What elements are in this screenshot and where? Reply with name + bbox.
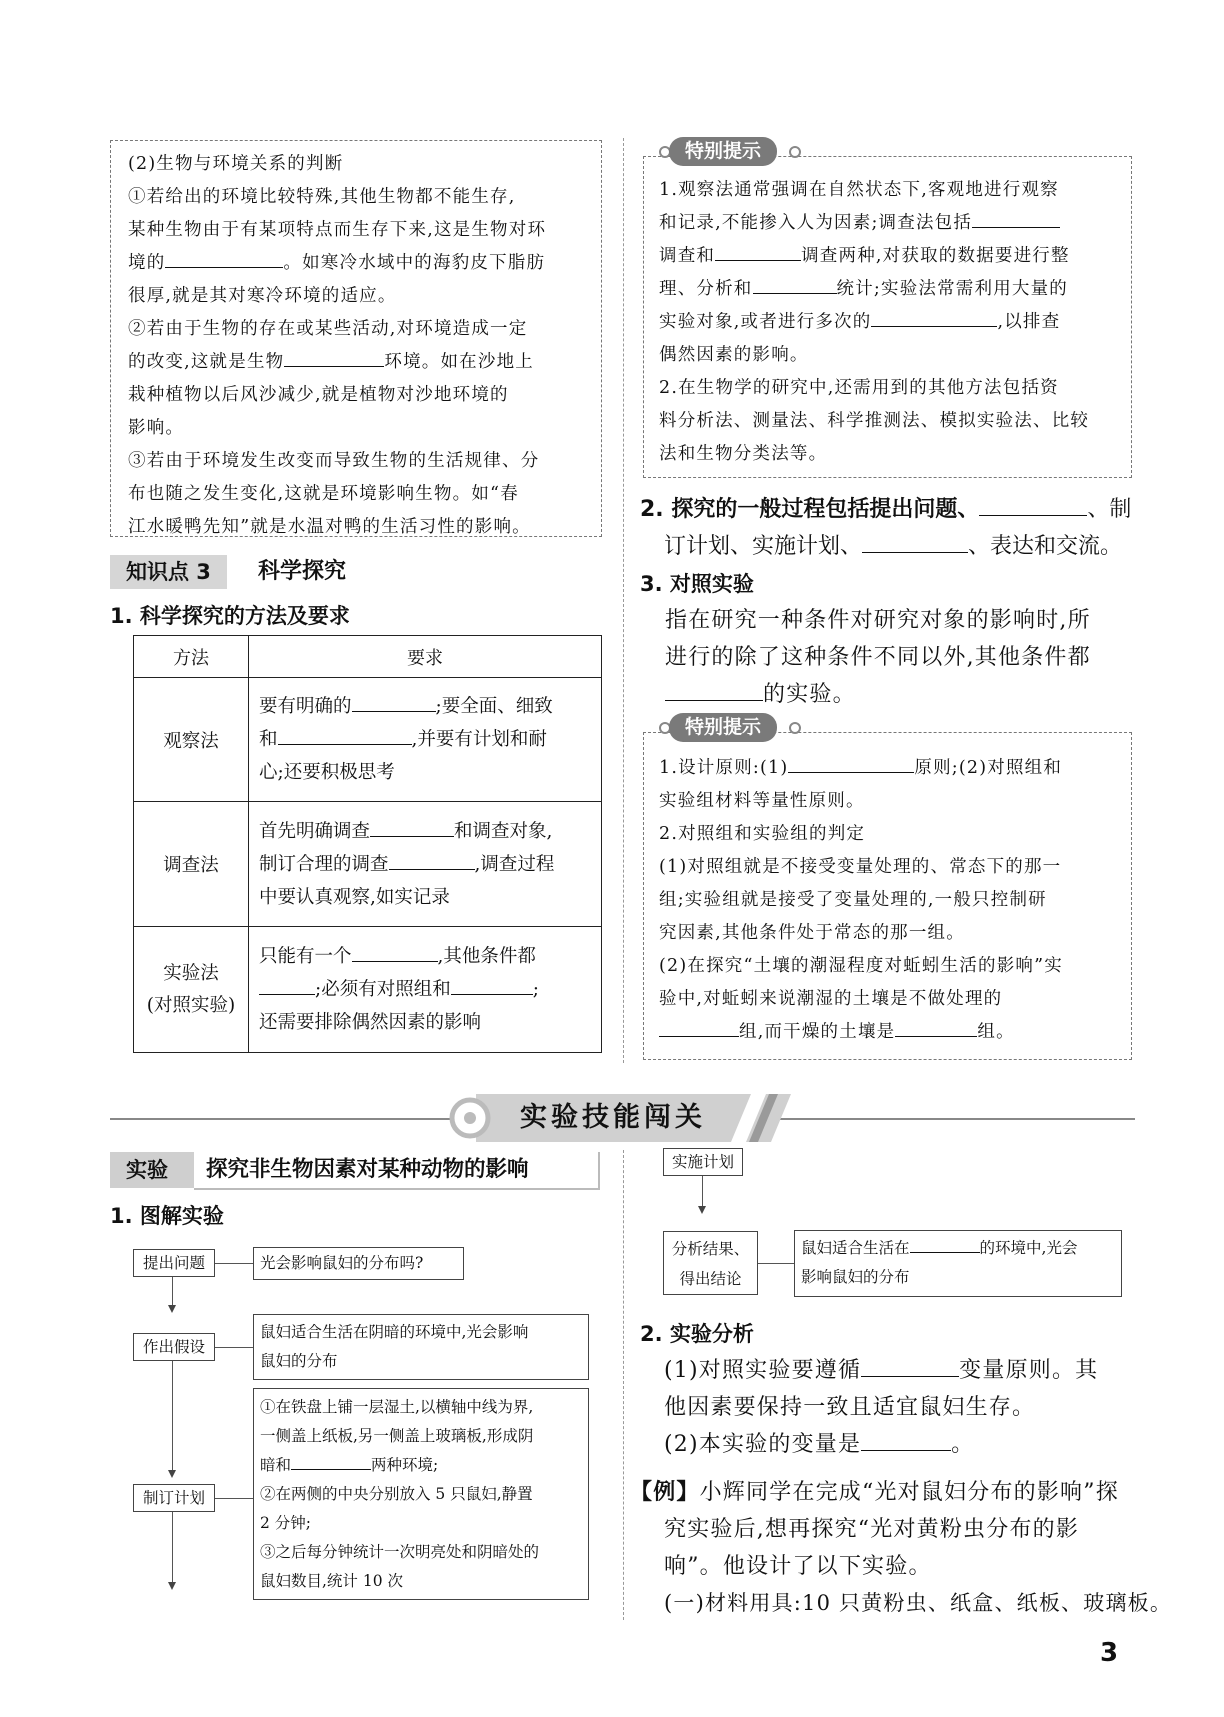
flow-arrow: [698, 1206, 706, 1214]
flow-spine: [172, 1275, 173, 1305]
flow-step-implement: 实施计划: [663, 1148, 743, 1176]
methods-table: [133, 635, 602, 1053]
table-row: [134, 927, 602, 1053]
flow-step-hypothesis: 作出假设: [133, 1333, 215, 1361]
method-cell: 实验法 (对照实验): [134, 927, 249, 1053]
flow-step-conclusion: 分析结果、 得出结论: [663, 1231, 758, 1295]
requirement-cell: 要有明确的 ;要全面、细致 和 ,并要有计划和耐 心;还要积极思考: [249, 678, 602, 802]
knowledge-point-title: 科学探究: [258, 559, 347, 584]
methods-heading: 1. 科学探究的方法及要求: [110, 604, 350, 628]
table-header-method: 方法: [134, 636, 249, 678]
answer-blank[interactable]: [451, 976, 533, 995]
flow-arrow: [168, 1582, 176, 1590]
banner-rule-left: [110, 1118, 460, 1120]
flow-conclusion-content: 鼠妇适合生活在 的环境中,光会 影响鼠妇的分布: [794, 1230, 1122, 1297]
section-title: (2)生物与环境关系的判断: [128, 154, 344, 174]
page-number: 3: [1100, 1638, 1119, 1668]
flow-plan-content: ①在铁盘上铺一层湿土,以横轴中线为界, 一侧盖上纸板,另一侧盖上玻璃板,形成阴 暗和 两种环境; ②在两侧的中央分别放入 5 只鼠妇,静置 2 分钟; ③之后每分钟统计一次明亮处和阴暗处的 鼠妇数目,统计 10 次: [253, 1388, 589, 1600]
flow-step-plan: 制订计划: [133, 1484, 215, 1512]
answer-blank[interactable]: [715, 243, 801, 261]
tip-tag: 特别提示: [669, 137, 777, 166]
flow-arrow: [168, 1470, 176, 1478]
analysis-text: (1)对照实验要遵循 变量原则。其 他因素要保持一致且适宜鼠妇生存。 (2)本实验的变量是 。: [640, 1352, 1140, 1463]
flow-connector: [215, 1263, 253, 1264]
table-row: [134, 802, 602, 927]
requirement-cell: 只能有一个 ,其他条件都 ;必须有对照组和 ; 还需要排除偶然因素的影响: [249, 927, 602, 1053]
requirement-cell: 首先明确调查 和调查对象, 制订合理的调查 ,调查过程 中要认真观察,如实记录: [249, 802, 602, 927]
experiment-tag: 实验: [126, 1158, 168, 1182]
flow-connector: [215, 1498, 253, 1499]
flow-step-question: 提出问题: [133, 1249, 215, 1277]
answer-blank[interactable]: [284, 349, 384, 367]
answer-blank[interactable]: [862, 530, 968, 553]
flow-spine: [702, 1176, 703, 1206]
flow-spine: [172, 1360, 173, 1470]
knowledge-point-tag: 知识点 3: [110, 555, 227, 589]
banner-title: 实验技能闯关: [520, 1102, 706, 1133]
answer-blank[interactable]: [979, 493, 1087, 516]
tip-1-text: 1.观察法通常强调在自然状态下,客观地进行观察 和记录,不能掺入人为因素;调查法包括 调查和 调查两种,对获取的数据要进行整 理、分析和 统计;实验法常需利用大量的 实验对象,或者进行多次的 ,以排查 偶然因素的影响。 2.在生物学的研究中,还需用到的其他方法包括资 料分析法、测量法、科学推测法、模拟实验法、比较 法和生物分类法等。: [659, 180, 1090, 464]
answer-blank[interactable]: [871, 309, 997, 327]
relation-judgement-text: (2)生物与环境关系的判断 ①若给出的环境比较特殊,其他生物都不能生存, 某种生物由于有某项特点而生存下来,这是生物对环 境的 。如寒冷水域中的海豹皮下脂肪 很厚,就是其对寒冷环境的适应。 ②若由于生物的存在或某些活动,对环境造成一定 的改变,这就是生物 环境。如在沙地上 栽种植物以后风沙减少,就是植物对沙地环境的 影响。 ③若由于环境发生改变而导致生物的生活规律、分 布也随之发生变化,这就是环境影响生物。如“春 江水暖鸭先知”就是水温对鸭的生活习性的影响。: [128, 148, 598, 544]
answer-blank[interactable]: [352, 693, 436, 712]
answer-blank[interactable]: [861, 1428, 951, 1451]
illustrated-heading: 1. 图解实验: [110, 1204, 224, 1228]
answer-blank[interactable]: [665, 678, 763, 701]
example-tag: 【例】: [630, 1480, 700, 1505]
answer-blank[interactable]: [788, 755, 914, 773]
answer-blank[interactable]: [972, 210, 1060, 228]
flow-hypothesis-content: 鼠妇适合生活在阴暗的环境中,光会影响 鼠妇的分布: [253, 1314, 589, 1380]
answer-blank[interactable]: [659, 1019, 739, 1037]
answer-blank[interactable]: [278, 726, 412, 745]
tip-2-text: 1.设计原则:(1) 原则;(2)对照组和 实验组材料等量性原则。 2.对照组和实验组的判定 (1)对照组就是不接受变量处理的、常态下的那一 组;实验组就是接受了变量处理的,一般只控制研 究因素,其他条件处于常态的那一组。 (2)在探究“土壤的潮湿程度对蚯蚓生活的影响”实 验中,对蚯蚓来说潮湿的土壤是不做处理的 组,而干燥的土壤是 组。: [659, 752, 1129, 1049]
column-divider: [623, 138, 624, 1063]
answer-blank[interactable]: [861, 1354, 959, 1377]
analysis-heading: 2. 实验分析: [640, 1322, 754, 1346]
answer-blank[interactable]: [165, 250, 283, 268]
method-cell: 调查法: [134, 802, 249, 927]
tip-dot-right: [789, 722, 801, 734]
answer-blank[interactable]: [259, 976, 315, 995]
flow-connector: [758, 1263, 794, 1264]
flow-spine: [172, 1512, 173, 1582]
tip-tag: 特别提示: [669, 713, 777, 742]
answer-blank[interactable]: [352, 943, 438, 962]
flow-arrow: [168, 1305, 176, 1313]
controlled-experiment-text: 指在研究一种条件对研究对象的影响时,所 进行的除了这种条件不同以外,其他条件都 的实验。: [665, 608, 1091, 707]
column-divider: [623, 1150, 624, 1620]
experiment-title: 探究非生物因素对某种动物的影响: [206, 1157, 529, 1182]
tip-dot-right: [789, 146, 801, 158]
table-row: [134, 678, 602, 802]
controlled-experiment-heading: 3. 对照实验: [640, 572, 754, 596]
answer-blank[interactable]: [291, 1454, 371, 1470]
process-paragraph: 2. 探究的一般过程包括提出问题、 、制 订计划、实施计划、 、表达和交流。: [640, 491, 1140, 565]
method-cell: 观察法: [134, 678, 249, 802]
example-text: 【例】小辉同学在完成“光对鼠妇分布的影响”探 究实验后,想再探究“光对黄粉虫分布的影 响”。他设计了以下实验。 (一)材料用具:10 只黄粉虫、纸盒、纸板、玻璃板。: [630, 1480, 1173, 1615]
answer-blank[interactable]: [753, 276, 837, 294]
table-header-requirement: 要求: [249, 636, 602, 678]
answer-blank[interactable]: [370, 817, 454, 836]
answer-blank[interactable]: [910, 1237, 980, 1253]
answer-blank[interactable]: [895, 1019, 977, 1037]
flow-question-content: 光会影响鼠妇的分布吗?: [253, 1247, 464, 1280]
answer-blank[interactable]: [389, 850, 475, 869]
flow-connector: [215, 1347, 253, 1348]
banner-rule-right: [780, 1118, 1135, 1120]
